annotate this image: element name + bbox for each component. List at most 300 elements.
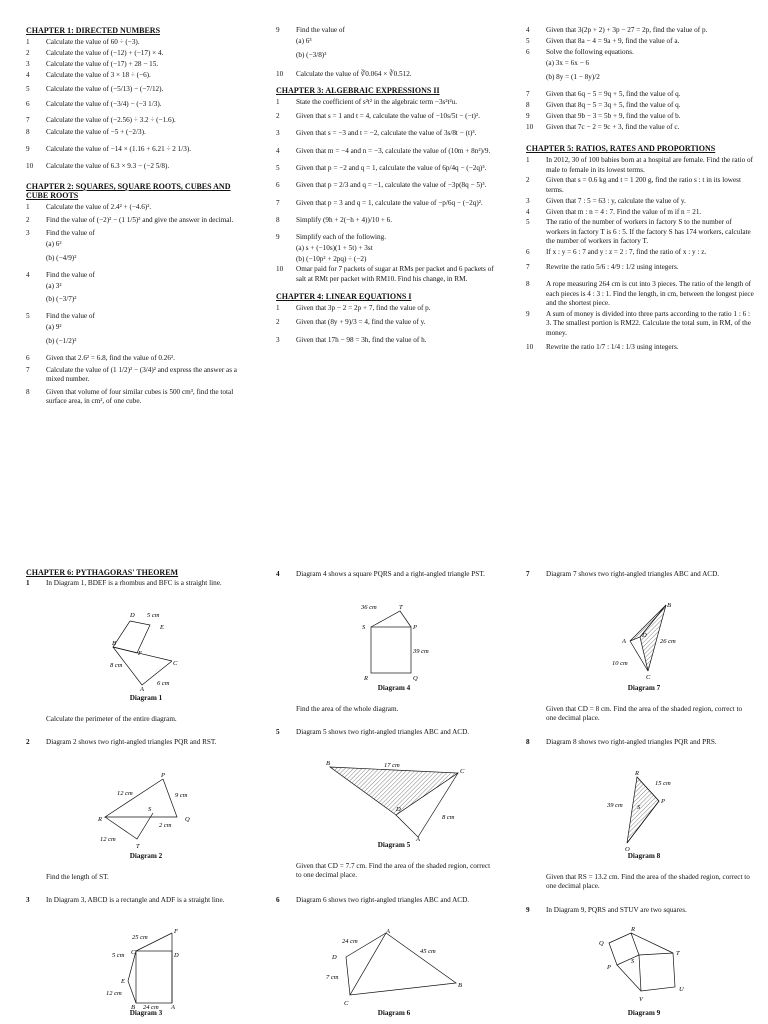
question-text: Given that 17h − 98 = 3h, find the value of h. — [296, 335, 427, 344]
chapter-3-questions — [276, 98, 500, 284]
question — [26, 203, 248, 212]
question-number: 2 — [26, 216, 30, 225]
question — [526, 176, 754, 195]
question-number: 6 — [26, 353, 30, 362]
question — [276, 164, 500, 173]
question-number: 1 — [276, 304, 280, 313]
label-24cm: 24 cm — [342, 938, 358, 945]
question-number: 4 — [526, 26, 530, 34]
label-45cm: 45 cm — [420, 948, 436, 955]
label-b: B — [667, 602, 671, 609]
question — [26, 38, 248, 47]
label-d: D — [642, 632, 647, 639]
question — [26, 354, 248, 363]
label-26cm: 26 cm — [660, 638, 676, 645]
question-text: Find the value of — [46, 229, 95, 238]
label-12cm-b: 12 cm — [100, 836, 116, 843]
label-39cm: 39 cm — [413, 648, 429, 655]
question-text: Given that p = −2 and q = 1, calculate the value of 6p/4q − (−2q)³. — [296, 163, 487, 172]
sub-question — [276, 255, 500, 264]
label-f: F — [174, 928, 178, 935]
column-1 — [26, 24, 248, 408]
question — [276, 147, 500, 156]
question — [26, 128, 248, 137]
question-number: 1 — [26, 202, 30, 211]
question-text: Given that volume of four similar cubes is 500 cm³, find the total surface area, in cm², of one cube. — [46, 387, 234, 405]
question — [26, 162, 248, 171]
diagram-6 — [320, 927, 470, 1007]
question-number: 8 — [526, 280, 530, 289]
question-number: 8 — [26, 127, 30, 136]
label-25cm: 25 cm — [132, 934, 148, 941]
question-text: Calculate the value of ∛0.064 × ∛0.512. — [296, 70, 412, 79]
diagram-1-caption: Diagram 1 — [129, 694, 163, 702]
label-10cm: 10 cm — [612, 660, 628, 667]
label-d: D — [174, 952, 179, 959]
label-p: P — [161, 772, 165, 779]
label-24cm: 24 cm — [143, 1004, 159, 1009]
question-text: Calculate the value of 2.4² + (−4.6)². — [46, 202, 152, 211]
question-number: 4 — [276, 570, 280, 578]
question-number: 10 — [276, 265, 284, 274]
question-text: Diagram 2 shows two right-angled triangles PQR and RST. — [46, 738, 217, 746]
diagram-2-caption: Diagram 2 — [129, 852, 163, 860]
chapter-6-heading: CHAPTER 6: PYTHAGORAS' THEOREM — [26, 568, 179, 577]
question-number: 5 — [276, 728, 280, 736]
question-text: Given that 3p − 2 = 2p + 7, find the value of p. — [296, 304, 431, 313]
sub-question — [26, 295, 248, 304]
diagram-8 — [605, 767, 695, 851]
label-7cm: 7 cm — [326, 974, 339, 981]
question-text: Given that 9b − 3 = 5b + 9, find the value of b. — [546, 112, 681, 121]
label-q: Q — [185, 816, 190, 823]
label-d: D — [396, 806, 401, 813]
question-number: 5 — [526, 218, 530, 227]
question — [26, 229, 248, 238]
sub-question — [26, 337, 248, 346]
sub-question-text: (a) 9² — [46, 323, 62, 332]
question-2-instruction: Find the length of ST. — [46, 873, 109, 881]
diagram-7-caption: Diagram 7 — [627, 684, 661, 692]
question-text: Calculate the value of (−17) + 28 − 15. — [46, 59, 159, 68]
label-t: T — [399, 604, 403, 611]
question-text: Given that 7 : 5 = 63 : y, calculate the value of y. — [546, 196, 686, 205]
label-c: C — [173, 660, 178, 667]
question — [526, 738, 750, 747]
diagram-4-caption: Diagram 4 — [377, 684, 411, 692]
question-number: 9 — [526, 112, 530, 121]
question — [526, 197, 754, 206]
label-2cm: 2 cm — [159, 822, 172, 829]
question-text: Calculate the value of (−3/4) − (−3 1/3). — [46, 100, 162, 109]
question-text: Calculate the value of (−12) + (−17) × 4. — [46, 48, 164, 57]
question — [526, 280, 754, 308]
question-number: 5 — [526, 36, 530, 45]
sub-question — [526, 73, 754, 82]
label-8cm: 8 cm — [442, 814, 455, 821]
question-number: 2 — [276, 318, 280, 327]
chapter-4-questions — [276, 304, 500, 345]
question — [526, 37, 754, 46]
label-s: S — [637, 804, 641, 811]
question-number: 10 — [526, 122, 534, 131]
question-text: Find the value of (−2)² − (1 1/5)² and give the answer in decimal. — [46, 216, 234, 225]
question-text: Given that 3(2p + 2) + 3p − 27 = 2p, find the value of p. — [546, 26, 708, 34]
question-number: 3 — [26, 229, 30, 238]
diagram-3 — [90, 925, 190, 1009]
question — [276, 26, 500, 35]
label-p: P — [607, 964, 611, 971]
question-number: 7 — [26, 366, 30, 375]
question-number: 10 — [276, 70, 284, 79]
diagram-7 — [610, 599, 690, 681]
sub-question-text: (b) (−3/8)³ — [296, 51, 327, 60]
label-q: Q — [599, 940, 604, 947]
question — [526, 263, 754, 272]
label-c: C — [460, 768, 465, 775]
question-text: Omar paid for 7 packets of sugar at RMs per packet and 6 packets of salt at RMt per packet with RM10. Find his change, in RM. — [296, 265, 494, 283]
chapter-5-heading: CHAPTER 5: RATIOS, RATES AND PROPORTIONS — [526, 144, 716, 154]
label-b: B — [131, 1004, 135, 1009]
sub-question-text: (b) 8y = (1 − 8y)/2 — [546, 72, 600, 81]
question — [276, 70, 500, 79]
label-15cm: 15 cm — [655, 780, 671, 787]
question-number: 3 — [26, 896, 30, 904]
question-text: Given that 2.6² = 6.8, find the value of 0.26². — [46, 353, 175, 362]
question-text: Given that s = −3 and t = −2, calculate the value of 3s/8t − (t)³. — [296, 129, 477, 138]
question-number: 4 — [26, 270, 30, 279]
question — [526, 310, 754, 338]
question-number: 1 — [26, 38, 30, 46]
diagram-6-caption: Diagram 6 — [377, 1009, 411, 1017]
question — [26, 216, 248, 225]
question-text: Diagram 6 shows two right-angled triangles ABC and ACD. — [296, 896, 470, 904]
question-text: Find the value of — [46, 270, 95, 279]
sub-question — [26, 254, 248, 263]
question — [276, 233, 500, 242]
label-u: U — [679, 986, 684, 993]
question-text: Rewrite the ratio 1/7 : 1/4 : 1/3 using integers. — [546, 342, 679, 351]
question-text: Given that s = 1 and t = 4, calculate the value of −10s/5t − (−t)². — [296, 112, 480, 121]
label-v: V — [639, 996, 643, 1003]
question — [26, 85, 248, 94]
label-b: B — [458, 982, 462, 989]
label-c: C — [646, 674, 651, 681]
question-text: Calculate the value of 6.3 × 9.3 − (−2 5/8). — [46, 162, 170, 171]
question-text: In 2012, 30 of 100 babies born at a hospital are female. Find the ratio of male to female in its lowest terms. — [546, 156, 753, 174]
sub-question-text: (b) (−1/2)² — [46, 336, 77, 345]
question — [276, 265, 500, 284]
label-39cm: 39 cm — [607, 802, 623, 809]
label-s: S — [148, 806, 152, 813]
question-text: Given that m : n = 4 : 7. Find the value of m if n = 21. — [546, 207, 702, 216]
question-number: 6 — [526, 247, 530, 256]
question-number: 8 — [276, 215, 280, 224]
question-text: Calculate the value of (1 1/2)² − (3/4)² and express the answer as a mixed number. — [46, 366, 237, 384]
question-text: Given that 7c − 2 = 9c + 3, find the value of c. — [546, 122, 680, 131]
question — [276, 216, 500, 225]
question — [276, 896, 500, 905]
sub-question-text: (b) (−4/9)² — [46, 253, 77, 262]
question-number: 6 — [276, 181, 280, 190]
question-number: 8 — [526, 738, 530, 746]
sub-question-text: (a) 6³ — [296, 36, 312, 45]
question-text: Find the value of — [296, 26, 345, 34]
question-text: Diagram 4 shows a square PQRS and a right-angled triangle PST. — [296, 570, 485, 578]
sub-question — [276, 51, 500, 60]
sub-question — [276, 37, 500, 46]
question — [526, 218, 754, 246]
question-number: 1 — [276, 97, 280, 106]
label-t: T — [136, 843, 140, 850]
sub-question-text: (a) 3x = 6x − 6 — [546, 58, 590, 67]
question-number: 5 — [276, 163, 280, 172]
question — [26, 116, 248, 125]
question-text: Given that m = −4 and n = −3, calculate the value of (10m + 8n²)/9. — [296, 146, 491, 155]
label-b: B — [112, 640, 116, 647]
question-text: A rope measuring 264 cm is cut into 3 pieces. The ratio of the length of each pieces is 4 : 3 : 1. Find the length, in cm, between the longest piece and the shortest piece. — [546, 280, 754, 308]
question — [526, 156, 754, 175]
question-text: Given that s = 0.6 kg and t = 1 200 g, find the ratio s : t in its lowest terms. — [546, 176, 741, 194]
diagram-1 — [90, 607, 210, 691]
sub-question-text: (a) s + (−10s)(1 + 5t) + 3st — [296, 244, 373, 253]
question-text: Simplify each of the following. — [296, 233, 387, 242]
label-5cm: 5 cm — [112, 952, 125, 959]
label-s: S — [362, 624, 366, 631]
question-number: 7 — [276, 198, 280, 207]
label-s: S — [631, 958, 635, 965]
question — [26, 366, 248, 385]
label-d: D — [332, 954, 337, 961]
label-r: R — [635, 770, 639, 777]
question-text: In Diagram 1, BDEF is a rhombus and BFC is a straight line. — [46, 579, 222, 587]
label-p: P — [413, 624, 417, 631]
column-2 — [276, 24, 500, 347]
question-text: In Diagram 9, PQRS and STUV are two squares. — [546, 906, 687, 914]
question-text: Simplify (9h + 2(−h + 4))/10 + 6. — [296, 215, 393, 224]
question-text: Given that (8y + 9)/3 = 4, find the value of y. — [296, 318, 426, 327]
label-p: P — [661, 798, 665, 805]
question-number: 7 — [526, 90, 530, 99]
question-number: 2 — [26, 48, 30, 57]
question — [276, 336, 500, 345]
chapter-5-questions — [526, 156, 754, 352]
question — [276, 728, 500, 737]
diagram-4 — [355, 601, 445, 681]
question-number: 2 — [526, 176, 530, 185]
column-3 — [526, 24, 754, 354]
label-c: C — [344, 1000, 349, 1007]
question — [26, 71, 248, 80]
question-1-instruction: Calculate the perimeter of the entire diagram. — [46, 715, 177, 723]
question-text: Given that p = 2/3 and q = −1, calculate the value of −3p(8q − 5)³. — [296, 181, 487, 190]
sub-question-text: (b) (−3/7)² — [46, 295, 77, 304]
chapter-1-heading: CHAPTER 1: DIRECTED NUMBERS — [26, 26, 161, 35]
label-36cm: 36 cm — [361, 604, 377, 611]
question — [276, 199, 500, 208]
question-number: 9 — [526, 309, 530, 318]
question — [26, 271, 248, 280]
question — [526, 26, 754, 35]
question-number: 4 — [526, 207, 530, 216]
label-r: R — [631, 926, 635, 933]
label-f: F — [138, 650, 142, 657]
question-number: 3 — [26, 59, 30, 68]
question-number: 2 — [26, 738, 30, 746]
question-text: Find the value of — [46, 312, 95, 321]
question-number: 8 — [526, 101, 530, 110]
question-text: In Diagram 3, ABCD is a rectangle and ADF is a straight line. — [46, 896, 225, 904]
question-number: 10 — [526, 342, 534, 351]
sub-question-text: (a) 3² — [46, 281, 62, 290]
chapter-2-heading: CHAPTER 2: SQUARES, SQUARE ROOTS, CUBES AND CUBE ROOTS — [26, 181, 231, 200]
question-number: 6 — [276, 896, 280, 904]
question-number: 6 — [26, 100, 30, 109]
question — [26, 896, 250, 905]
question — [26, 388, 248, 407]
question-text: Calculate the value of (−2.56) ÷ 3.2 ÷ (−1.6). — [46, 115, 176, 124]
question-number: 9 — [276, 26, 280, 34]
sub-question — [26, 323, 248, 332]
chapter-3-heading: CHAPTER 3: ALGEBRAIC EXPRESSIONS II — [276, 85, 440, 95]
question-number: 3 — [526, 196, 530, 205]
question — [26, 49, 248, 58]
label-8cm: 8 cm — [110, 662, 123, 669]
label-e: E — [121, 978, 125, 985]
question — [526, 906, 750, 915]
question — [526, 208, 754, 217]
question-text: Calculate the value of −5 + (−2/3). — [46, 127, 146, 136]
question — [526, 123, 754, 132]
question — [526, 248, 754, 257]
question-number: 2 — [276, 112, 280, 121]
question — [26, 579, 250, 588]
question-text: Diagram 5 shows two right-angled triangles ABC and ACD. — [296, 728, 470, 736]
question-number: 9 — [276, 233, 280, 242]
label-a: A — [171, 1004, 175, 1009]
diagram-3-caption: Diagram 3 — [129, 1009, 163, 1017]
question-number: 1 — [526, 156, 530, 165]
diagram-5-caption: Diagram 5 — [377, 841, 411, 849]
question-text: Diagram 8 shows two right-angled triangles PQR and PRS. — [546, 738, 717, 746]
sub-question-text: (a) 6² — [46, 240, 62, 249]
question — [526, 343, 754, 352]
question-number: 5 — [26, 312, 30, 321]
question — [276, 98, 500, 107]
question-text: Given that 8q − 5 = 3q + 5, find the value of q. — [546, 101, 681, 110]
question — [276, 570, 500, 579]
question-text: Calculate the value of 3 × 18 ÷ (−6). — [46, 70, 151, 79]
diagram-5 — [318, 757, 468, 841]
question — [526, 112, 754, 121]
question-number: 8 — [26, 387, 30, 396]
chapter-1-questions — [26, 38, 248, 172]
question — [26, 738, 250, 747]
question-number: 6 — [526, 47, 530, 56]
question-number: 7 — [526, 570, 530, 578]
question-number: 3 — [276, 129, 280, 138]
label-b: B — [326, 760, 330, 767]
question-text: Calculate the value of 60 ÷ (−3). — [46, 38, 140, 46]
question-number: 7 — [526, 263, 530, 272]
question — [276, 181, 500, 190]
diagram-2 — [95, 769, 215, 853]
label-a: A — [386, 928, 390, 935]
question — [26, 100, 248, 109]
label-c: C — [131, 949, 136, 956]
diagram-8-caption: Diagram 8 — [627, 852, 661, 860]
label-6cm: 6 cm — [157, 680, 170, 687]
question — [276, 112, 500, 121]
question-text: The ratio of the number of workers in factory S to the number of workers in factory T is 6 : 5. If the factory S has 174 workers, calculate the number of workers in factory T. — [546, 218, 751, 245]
question-text: Rewrite the ratio 5/6 : 4/9 : 1/2 using integers. — [546, 263, 679, 272]
label-12cm: 12 cm — [117, 790, 133, 797]
question-text: Solve the following equations. — [546, 47, 634, 56]
question-number: 10 — [26, 162, 34, 171]
question-number: 5 — [26, 84, 30, 93]
diagram-9 — [595, 925, 695, 1011]
question-text: A sum of money is divided into three parts according to the ratio 1 : 6 : 3. The smallest portion is RM22. Calculate the total sum, in RM, of the money. — [546, 309, 751, 337]
question — [276, 318, 500, 327]
question-8-instruction: Given that RS = 13.2 cm. Find the area of the shaded region, correct to one decimal place. — [546, 873, 750, 890]
chapter-4-heading: CHAPTER 4: LINEAR EQUATIONS I — [276, 292, 412, 302]
sub-question — [526, 59, 754, 68]
question — [526, 101, 754, 110]
label-r: R — [98, 816, 102, 823]
question-text: Given that 6q − 5 = 9q + 5, find the value of q. — [546, 90, 681, 99]
label-5cm: 5 cm — [147, 612, 160, 619]
question-text: Given that p = 3 and q = 1, calculate the value of −p/6q − (−2q)². — [296, 198, 483, 207]
question-text: Calculate the value of −14 × (1.16 + 6.21 ÷ 2 1/3). — [46, 145, 192, 154]
question-number: 9 — [26, 145, 30, 154]
question-text: State the coefficient of s²t² in the algebraic term −3s²t²u. — [296, 97, 458, 106]
chapter-2-questions — [26, 203, 248, 407]
question — [526, 90, 754, 99]
question — [276, 304, 500, 313]
question — [26, 145, 248, 154]
question — [526, 570, 750, 579]
question-number: 4 — [26, 70, 30, 79]
label-17cm: 17 cm — [384, 762, 400, 769]
question — [26, 312, 248, 321]
question-4-instruction: Find the area of the whole diagram. — [296, 705, 399, 713]
label-9cm: 9 cm — [175, 792, 188, 799]
question-text: Given that 8a − 4 = 9a + 9, find the value of a. — [546, 36, 680, 45]
sub-question — [26, 282, 248, 291]
sub-question-text: (b) (−10p² + 2pq) ÷ (−2) — [296, 254, 367, 263]
sub-question — [276, 244, 500, 253]
question-number: 7 — [26, 115, 30, 124]
label-q: Q — [625, 846, 630, 851]
label-r: R — [364, 675, 368, 681]
label-12cm: 12 cm — [106, 990, 122, 997]
question-text: If x : y = 6 : 7 and y : z = 2 : 7, find the ratio of x : y : z. — [546, 247, 707, 256]
question-number: 4 — [276, 146, 280, 155]
question-number: 3 — [276, 335, 280, 344]
label-q: Q — [413, 675, 418, 681]
question-text: Diagram 7 shows two right-angled triangles ABC and ACD. — [546, 570, 720, 578]
label-e: E — [160, 624, 164, 631]
label-t: T — [676, 950, 680, 957]
question — [26, 60, 248, 69]
question-text: Calculate the value of (−5/13) − (−7/12). — [46, 84, 164, 93]
label-a: A — [140, 686, 144, 691]
question-number: 1 — [26, 579, 30, 587]
question-5-instruction: Given that CD = 7.7 cm. Find the area of the shaded region, correct to one decimal place. — [296, 862, 491, 879]
label-d: D — [130, 612, 135, 619]
question — [276, 129, 500, 138]
sub-question — [26, 240, 248, 249]
